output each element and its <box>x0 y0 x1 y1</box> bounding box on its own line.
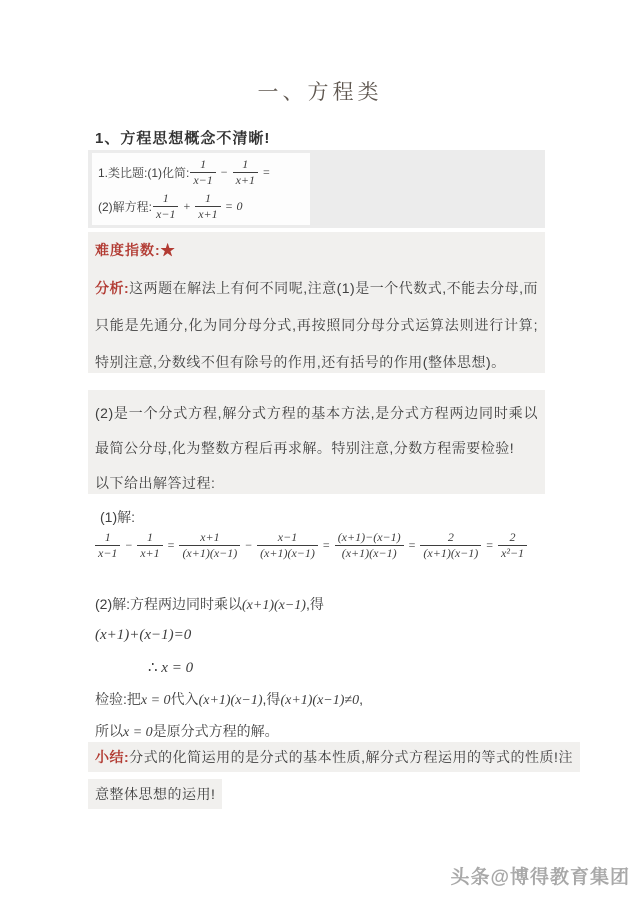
problem-line-2: (2)解方程: $\frac{1}{x-1}$ + $\frac{1}{x+1}$ = 0 <box>98 190 243 221</box>
solution1-equation: $\frac{1}{x-1}$ − $\frac{1}{x+1}$ = $\frac{x+1}{(x+1)(x-1)}$ − $\frac{x-1}{(x+1)(x-1)}$ = $\frac{(x+1)-(x-1)}{(x+1)(x-1)}$ = $\frac{2}{(x+1)(x-1)}$ = $\frac{2}{\text{x²−1}}$ <box>94 530 546 561</box>
method-band <box>88 390 545 494</box>
watermark: 头条@博得教育集团 <box>450 867 630 888</box>
summary-text-2: 意整体思想的运用! <box>95 786 216 802</box>
solution1-label: (1)解: <box>100 509 135 525</box>
solution2-line: (2)解:方程两边同时乘以(x+1)(x−1),得 <box>95 596 324 613</box>
problem-band <box>88 150 545 228</box>
summary-line-2 <box>88 779 222 809</box>
check-line: 检验:把x = 0代入(x+1)(x−1),得(x+1)(x−1)≠0, <box>95 691 363 708</box>
summary-label: 小结: <box>95 749 130 765</box>
analysis-label: 分析: <box>95 280 130 296</box>
page-title: 一、方程类 <box>257 80 383 104</box>
solution-intro: 以下给出解答过程: <box>95 475 216 491</box>
analysis-band <box>88 232 545 373</box>
method-paragraph <box>95 396 538 501</box>
conclusion-line: 所以x = 0是原分式方程的解。 <box>95 723 279 740</box>
therefore-line: ∴ x = 0 <box>148 659 194 676</box>
problem-box <box>92 153 310 225</box>
analysis-text: 这两题在解法上有何不同呢,注意(1)是一个代数式,不能去分母,而只能是先通分,化为同分母分式,再按照同分母分式运算法则进行计算;特别注意,分数线不但有除号的作用,还有括号的作用(整体思想)。 <box>95 280 538 370</box>
summary-line-1 <box>88 742 580 772</box>
solution2-step1: (x+1)+(x−1)=0 <box>95 627 192 643</box>
difficulty-label: 难度指数: <box>95 242 161 258</box>
analysis-paragraph <box>95 270 538 381</box>
method-text: (2)是一个分式方程,解分式方程的基本方法,是分式方程两边同时乘以最简公分母,化为整数方程后再求解。特别注意,分数方程需要检验! <box>95 405 538 456</box>
summary-text-1: 分式的化简运用的是分式的基本性质,解分式方程运用的等式的性质!注 <box>129 749 573 765</box>
section-heading: 1、方程思想概念不清晰! <box>95 130 271 147</box>
difficulty-stars: ★ <box>160 242 176 258</box>
difficulty-line <box>95 240 538 260</box>
problem-line-1: 1.类比题:(1)化简: $\frac{1}{x-1}$ − $\frac{1}{x+1}$ = <box>98 156 270 187</box>
